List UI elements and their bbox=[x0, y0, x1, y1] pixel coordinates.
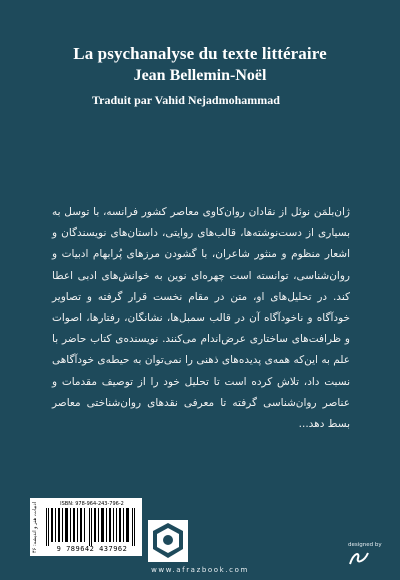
designed-by-label: designed by bbox=[348, 542, 382, 548]
category-label: ادبیات، هنر و اندیشه: ۴۶ bbox=[32, 501, 38, 553]
website-url: www.afrazbook.com bbox=[151, 566, 249, 574]
blurb-paragraph: ژان‌بلمَن نوئل از نقادان روان‌کاوی معاصر کشور فرانسه، با توسل به بسیاری از دست‌نوشته‌ها، قالب‌های روایتی، داستان‌های نویسندگان و اشعار منظوم و منثور شاعران، با گشودن مرزهای پُرابهام ادبیات و روان‌شناسی، توانسته است چهره‌ای نوین به خوانش‌های ادبی اعطا کند. در تحلیل‌های او، متن در مقام نخست قرار گرفته و تصاویر خودآگاه و ناخودآگاه آن در قالب سمبل‌ها، نشانگان، رفتارها، اصوات و ظرافت‌های ساختاری عرض‌اندام می‌کنند. نویسنده‌ی کتاب حاضر با علم به این‌که همه‌ی پدیده‌های ذهنی را نمی‌توان به حیطه‌ی خودآگاهی نسبت داد، تلاش کرده است تا تحلیل خود را از توصیف مقدمات و عناصر روان‌شناسی گرفته تا معرفی نقدهای روان‌شناختی معاصر بسط دهد... bbox=[52, 206, 350, 431]
translator-credit: Traduit par Vahid Nejadmohammad bbox=[92, 93, 280, 107]
barcode-panel bbox=[30, 498, 142, 556]
designer-logo-icon bbox=[348, 550, 370, 566]
book-author: Jean Bellemin-Noël bbox=[133, 67, 267, 84]
book-title: La psychanalyse du texte littéraire bbox=[73, 44, 327, 63]
barcode-number: 9 789642 437962 bbox=[56, 545, 128, 553]
barcode-icon bbox=[44, 508, 140, 546]
isbn-label: ISBN: 978-964-243-796-2 bbox=[60, 501, 124, 507]
blurb-text bbox=[52, 202, 350, 435]
publisher-logo-icon bbox=[148, 520, 188, 562]
